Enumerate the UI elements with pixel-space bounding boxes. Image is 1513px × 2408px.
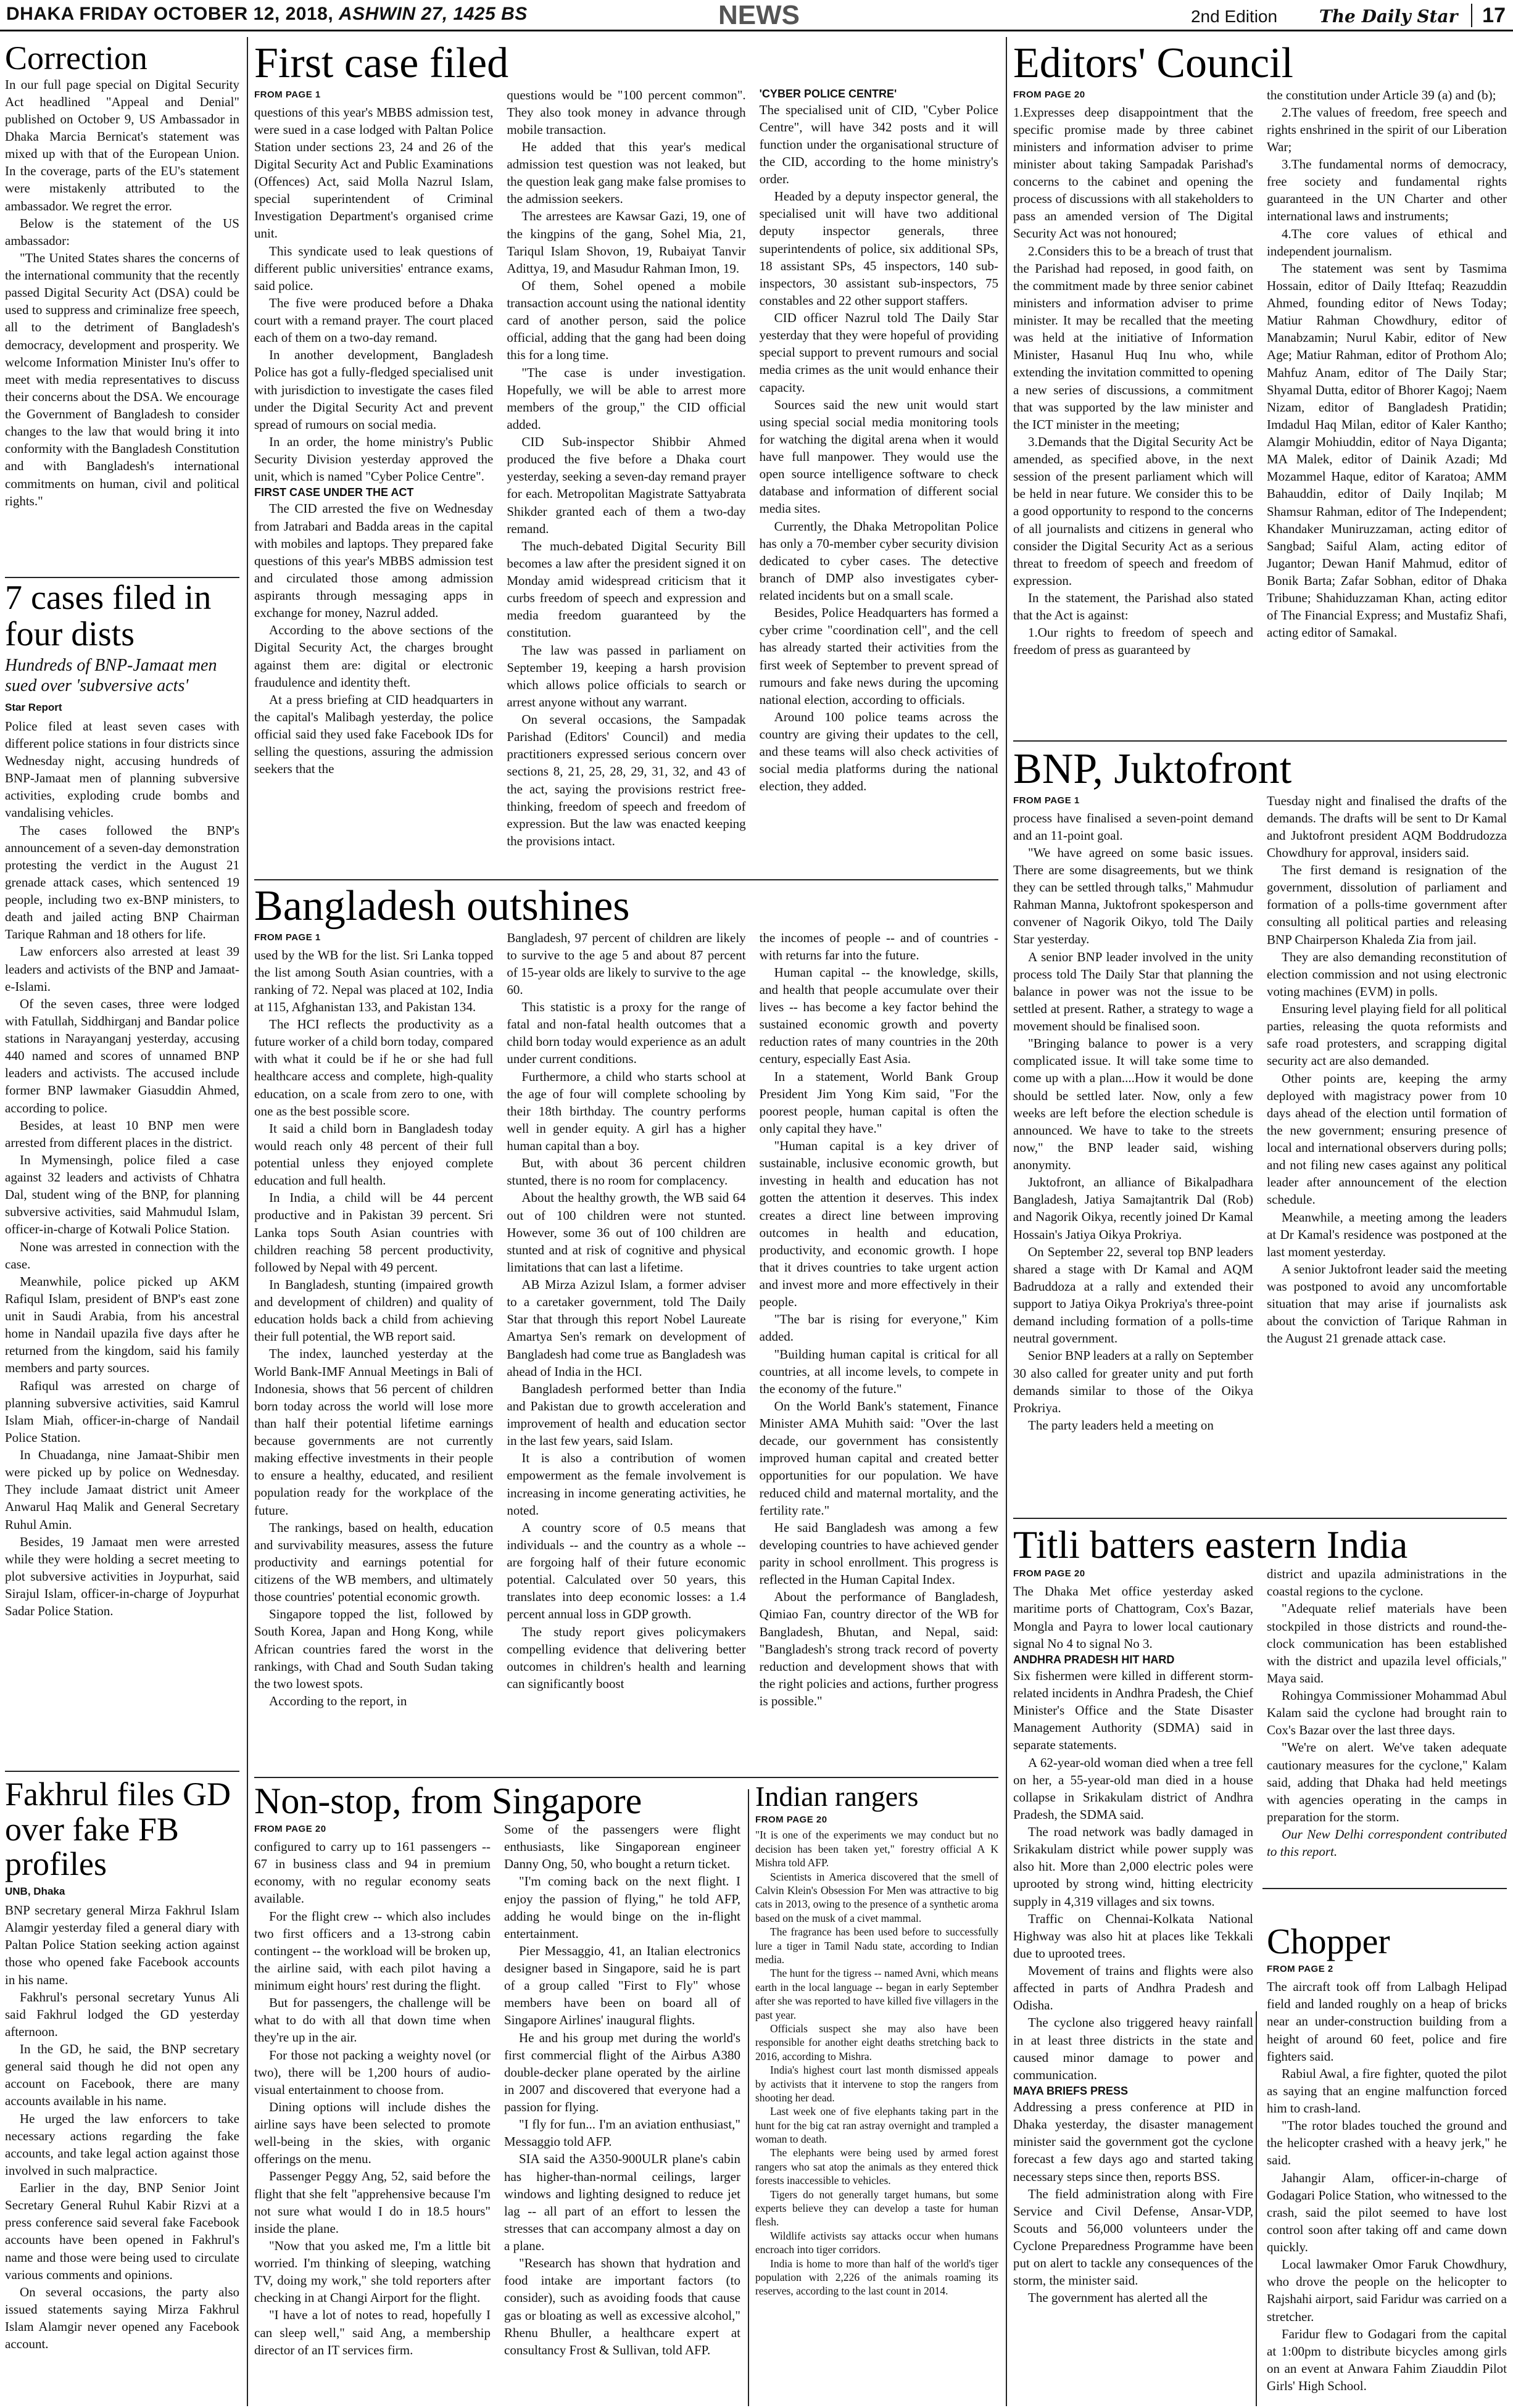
paragraph: The much-debated Digital Security Bill becomes a law after the president signed it on Monday amid widespread criticism that it curbs freedom of speech and expression and media freedom guaranteed by the constitution.: [507, 538, 746, 640]
paragraph: Scientists in America discovered that the smell of Calvin Klein's Obsession For Men was attractive to big cats in 2013, owing to the presence of a synthetic aroma based on the musk of a civet mammal.: [755, 1870, 998, 1924]
dateline: [6, 4, 528, 25]
paragraph: At a press briefing at CID headquarters in the capital's Malibagh yesterday, the police official said they used fake Facebook IDs for selling the questions, assuring the admission seekers that the: [254, 692, 494, 777]
paragraph: India's highest court last month dismissed appeals by activists that it intervene to stop the rangers from shooting her dead.: [755, 2064, 998, 2104]
paragraph: On the World Bank's statement, Finance Minister AMA Muhith said: "Over the last decade, our government has consistently improved human capital and created better opportunities for our population. We have reduced child and maternal mortality, and the fertility rate.": [759, 1398, 998, 1518]
paragraph: In the statement, the Parishad also stated that the Act is against:: [1013, 590, 1253, 623]
header-right: [1191, 4, 1506, 28]
jump-label: FROM PAGE 20: [755, 1814, 827, 1826]
contributor-note: Our New Delhi correspondent contributed to this report.: [1267, 1827, 1507, 1860]
bnp-juktofront-article: [1013, 747, 1507, 1512]
paragraph: The cyclone also triggered heavy rainfall in at least three districts in the state and caused minor damage to power and communication.: [1013, 2015, 1253, 2082]
paragraph: "We have agreed on some basic issues. There are some disagreements, but we think they can be settled through talks," Mahmudur Rahman Manna, Juktofront spokesperson and convener of Nagorik Oikyo, told The Daily Star yesterday.: [1013, 845, 1253, 947]
article-headline: Fakhrul files GD over fake FB profiles: [5, 1777, 231, 1883]
jump-label: FROM PAGE 1: [1013, 795, 1080, 806]
first-case-article: [254, 41, 998, 874]
column-rule: [1006, 37, 1007, 2406]
paragraph: CID Sub-inspector Shibbir Ahmed produced the five before a Dhaka court yesterday, seeking a seven-day remand prayer for each. Metropolitan Magistrate Sattyabrata Shikder granted each of them a two-day remand.: [507, 434, 746, 536]
paragraph: Of the seven cases, three were lodged with Fatullah, Siddhirganj and Bandar police stations in Narayanganj yesterday, accusing 440 named and scores of unnamed BNP leaders and activists. The accused include former BNP lawmaker Giasuddin Ahmed, according to police.: [5, 996, 239, 1115]
section-name: NEWS: [703, 0, 815, 31]
paragraph: 4.The core values of ethical and independent journalism.: [1267, 226, 1507, 259]
paragraph: The five were produced before a Dhaka court with a remand prayer. The court placed each of them on a two-day remand.: [254, 295, 494, 345]
paragraph: It said a child born in Bangladesh today would reach only 48 percent of their full potential unless they enjoyed complete education and full health.: [254, 1120, 494, 1188]
paragraph: But, with about 36 percent children stunted, there is no room for complacency.: [507, 1156, 746, 1188]
paragraph: The party leaders held a meeting on: [1028, 1417, 1214, 1433]
subheading: FIRST CASE UNDER THE ACT: [254, 486, 414, 499]
paragraph: 2.Considers this to be a breach of trust that the Parishad had reposed, in good faith, on the commitment made by three senior cabinet ministers and information adviser to prime minister. It may be recalled that the meeting was held at the initiative of Information Minister, Hasanul Huq Inu who, while extending the invitation committed to opening a new series of discussions, a commitment that was supported by the law minister and the ICT minister in the meeting;: [1013, 243, 1253, 432]
singapore-article: [254, 1782, 740, 2405]
article-byline: UNB, Dhaka: [5, 1885, 65, 1898]
paragraph: The cases followed the BNP's announcement of a seven-day demonstration protesting the verdict in the August 21 grenade attack cases, which sentenced 19 people, including two ex-BNP ministers, to death and jailed acting BNP Chairman Tarique Rahman and 18 others for life.: [5, 822, 239, 942]
paragraph: SIA said the A350-900ULR plane's cabin has higher-than-normal ceilings, larger windows and lighting designed to reduce jet lag -- all part of an effort to lessen the stresses that can accompany almost a day on a plane.: [504, 2151, 740, 2253]
subheading: MAYA BRIEFS PRESS: [1013, 2084, 1129, 2097]
paragraph: "The rotor blades touched the ground and the helicopter crashed with a heavy jerk," he said.: [1267, 2118, 1507, 2168]
article-column: [1267, 1565, 1507, 1911]
paragraph: Law enforcers also arrested at least 39 leaders and activists of the BNP and Jamaat-e-Islami.: [5, 944, 239, 994]
paragraph: On several occasions, the party also issued statements saying Mirza Fakhrul Islam Alamgir never opened any Facebook account.: [5, 2284, 239, 2352]
editors-council-article: [1013, 41, 1507, 737]
paragraph: A country score of 0.5 means that individuals -- and the country as a whole -- are forgoing half of their future economic potential. Calculated over 50 years, this translates into deep economic losses: a 1.4 percent annual loss in GDP growth.: [507, 1520, 746, 1622]
paragraph: "We're on alert. We've taken adequate cautionary measures for the cyclone," Kalam said, adding that Dhaka had held meetings with agencies operating in the camps in preparation for the storm.: [1267, 1740, 1507, 1824]
paragraph: CID officer Nazrul told The Daily Star yesterday that they were hopeful of providing special support to prevent rumours and social media crimes as the unit would enhance their capacity.: [759, 310, 998, 395]
paragraph: "The case is under investigation. Hopefully, we will be able to arrest more members of the group," the CID official added.: [507, 365, 746, 432]
paragraph: In a statement, World Bank Group President Jim Yong Kim said, "For the poorest people, human capital is often the only capital they have.": [759, 1069, 998, 1136]
paragraph: "Human capital is a key driver of sustainable, inclusive economic growth, but investing in health and education has not gotten the attention it deserves. This index creates a direct line between improving outcomes in health and education, productivity, and economic growth. I hope that it drives countries to take urgent action and invest more and more effectively in their people.: [759, 1138, 998, 1310]
paragraph: The index, launched yesterday at the World Bank-IMF Annual Meetings in Bali of Indonesia, shows that 56 percent of children born today across the world will lose more than half their potential lifetime earnings because governments are not currently making effective investments in their people to ensure a healthy, educated, and resilient population ready for the workplace of the future.: [254, 1346, 494, 1518]
paragraph: questions of this year's MBBS admission test, were sued in a case lodged with Paltan Police Station under sections 23, 24 and 26 of the Digital Security Act and Public Examinations (Offences) Act, said Molla Nazrul Islam, special superintendent of Criminal Investigation Department's organised crime unit.: [254, 104, 494, 241]
paragraph: Besides, Police Headquarters has formed a cyber crime "coordination cell", and the cell has already started their activities from the first week of September to prevent spread of rumours and fake news during the upcoming national election, according to officials.: [759, 605, 998, 707]
paragraph: Faridur flew to Godagari from the capital at 1:00pm to distribute bicycles among girls on an event at Anwara Fahim Ziauddin Pilot Girls' High School.: [1267, 2326, 1507, 2394]
page-number: 17: [1471, 4, 1506, 27]
paragraph: They are also demanding reconstitution of election commission and not using electronic voting machines (EVM) in polls.: [1267, 949, 1507, 999]
paragraph: Headed by a deputy inspector general, the specialised unit will have two additional deputy inspector generals, three superintendents of police, six additional SPs, 18 assistant SPs, 45 inspectors, 140 sub-inspectors, 30 assistant sub-inspectors, 75 constables and 22 other support staffers.: [759, 189, 998, 308]
article-column: [760, 929, 998, 1762]
paragraph: He said Bangladesh was among a few developing countries to have achieved gender parity in school enrollment. This progress is reflected in the Human Capital Index.: [759, 1520, 998, 1587]
paragraph: Ensuring level playing field for all political parties, releasing the quota reformists and safe road protesters, and scrapping digital security act are also demanded.: [1267, 1001, 1507, 1069]
paragraph: A 62-year-old woman died when a tree fell on her, a 55-year-old man died in a house collapse in Srikakulam district of Andhra Pradesh, the SDMA said.: [1013, 1755, 1253, 1822]
article-columns: [1013, 1565, 1507, 2395]
paragraph: 3.The fundamental norms of democracy, free society and fundamental rights guaranteed in the UN Charter and other international laws and instruments;: [1267, 157, 1507, 224]
subheading: ANDHRA PRADESH HIT HARD: [1013, 1653, 1175, 1666]
seven-cases-article: [5, 580, 239, 1768]
fakhrul-article: [5, 1777, 239, 2403]
paragraph: The law was passed in parliament on September 19, keeping a harsh provision which allows police officials to search or arrest anyone without any warrant.: [507, 642, 746, 710]
article-columns: [1013, 86, 1507, 728]
paragraph: process have finalised a seven-point demand and an 11-point goal.: [1013, 810, 1253, 843]
paragraph: 1.Expresses deep disappointment that the specific promise made by three cabinet ministers and information adviser to prime minister about taking Sampadak Parishad's concerns to the cabinet and opening the process of discussions with all stakeholders to pass an amended version of The Digital Security Act was not honoured;: [1013, 104, 1253, 241]
section-rule: [1013, 1518, 1507, 1519]
article-columns: [1013, 792, 1507, 1502]
paragraph: In another development, Bangladesh Police has got a fully-fledged specialised unit with jurisdiction to investigate the cases filed under the Digital Security Act and prevent spread of rumours on social media.: [254, 347, 494, 432]
article-headline: Non-stop, from Singapore: [254, 1782, 642, 1821]
paragraph: "I have a lot of notes to read, hopefully I can sleep well," said Ang, a membership director of an IT services firm.: [254, 2307, 491, 2357]
paragraph: The hunt for the tigress -- named Avni, which means earth in the local language -- began in early September after she was reported to have killed five villagers in the past year.: [755, 1967, 998, 2021]
paragraph: "I fly for fun... I'm an aviation enthusiast," Messaggio told AFP.: [504, 2117, 740, 2149]
article-body: [5, 718, 239, 1620]
paragraph: For the flight crew -- which also includes two first officers and a 13-strong cabin contingent -- the workload will be broken up, the airline said, with each pilot having a minimum eight hours' rest during the flight.: [254, 1908, 491, 1993]
paragraph: The aircraft took off from Lalbagh Helipad field and landed roughly on a heap of bricks near an under-construction building from a height of around 60 feet, police and fire fighters said.: [1267, 1979, 1507, 2064]
paragraph: Below is the statement of the US ambassador:: [5, 215, 239, 248]
section-rule: [5, 577, 239, 578]
paragraph: "Adequate relief materials have been stockpiled in those districts and round-the-clock communication has been established with the district and upazila level officials," Maya said.: [1267, 1601, 1507, 1686]
paragraph: Besides, 19 Jamaat men were arrested while they were holding a secret meeting to plot subversive activities in Joypurhat, said Sirajul Islam, officer-in-charge of Joypurhat Sadar Police Station.: [5, 1534, 239, 1619]
article-body: [5, 76, 239, 510]
paragraph: The field administration along with Fire Service and Civil Defense, Ansar-VDP, Scouts and 56,000 volunteers under the Cyclone Preparedness Programme have been put on alert to tackle any consequences of the storm, the minister said.: [1013, 2186, 1253, 2288]
article-column: [1267, 792, 1507, 1502]
paragraph: Six fishermen were killed in different storm-related incidents in Andhra Pradesh, the Chief Minister's Office and the State Disaster Management Authority (SDMA) said in separate statements.: [1013, 1668, 1253, 1753]
edition-label: 2nd Edition: [1190, 7, 1278, 26]
paragraph: "Research has shown that hydration and food intake are important factors (to consider), such as avoiding foods that cause gas or bloating as well as excessive alcohol," Rhenu Bhuller, a healthcare expert at consultancy Frost & Sullivan, told AFP.: [504, 2256, 740, 2357]
paragraph: This syndicate used to leak questions of different public universities' entrance exams, said police.: [254, 243, 494, 293]
paragraph: It is also a contribution of women empowerment as the female involvement is increasing in income generating activities, he noted.: [507, 1450, 746, 1518]
article-column: [507, 929, 745, 1762]
paragraph: district and upazila administrations in the coastal regions to the cyclone.: [1267, 1566, 1507, 1599]
paragraph: Other points are, keeping the army deployed with magistracy power from 10 days ahead of the election until formation of the new government; ensuring presence of local and international observers during polls; and not filing new cases against any political leader after announcement of the election schedule.: [1267, 1070, 1507, 1207]
article-column: [504, 1821, 740, 2394]
paragraph: Meanwhile, police picked up AKM Rafiqul Islam, president of BNP's east zone unit in Saudi Arabia, from his ancestral home in Nandail upazila five days after he returned from the kingdom, said his family members and party sources.: [5, 1273, 239, 1376]
paragraph: 2.The values of freedom, free speech and rights enshrined in the spirit of our Liberation War;: [1267, 104, 1507, 154]
paragraph: Juktofront, an alliance of Bikalpadhara Bangladesh, Jatiya Samajtantrik Dal (Rob) and Nagorik Oikya, recently joined Dr Kamal Hossain's Jatiya Oikya Prokriya.: [1013, 1175, 1253, 1242]
paragraph: India is home to more than half of the world's tiger population with 2,226 of the animals roaming its reserves, according to the last count in 2014.: [755, 2257, 998, 2298]
article-column: [1267, 86, 1507, 728]
paragraph: According to the above sections of the Digital Security Act, the charges brought against them are: digital or electronic fraudulence and identity theft.: [254, 623, 494, 690]
section-rule: [5, 1771, 239, 1772]
jump-label: FROM PAGE 20: [1013, 89, 1085, 100]
paragraph: the constitution under Article 39 (a) and (b);: [1267, 87, 1496, 102]
paragraph: "Bringing balance to power is a very complicated issue. It will take some time to come up with a plan....How it would be done should be settled later. Now, only a few weeks are left before the election schedule is announced. We have to take to the streets now," the BNP leader said, wishing anonymity.: [1013, 1036, 1253, 1173]
jump-label: FROM PAGE 2: [1267, 1964, 1333, 1975]
paragraph: configured to carry up to 161 passengers -- 67 in business class and 94 in premium economy, with no regular economy seats available.: [254, 1839, 491, 1906]
paragraph: But for passengers, the challenge will be what to do with all that down time when they're up in the air.: [254, 1995, 491, 2045]
paragraph: Some of the passengers were flight enthusiasts, like Singaporean engineer Danny Ong, 50, who bought a return ticket.: [504, 1822, 740, 1872]
paragraph: Traffic on Chennai-Kolkata National Highway was also hit at places like Tekkali due to uprooted trees.: [1013, 1911, 1253, 1961]
paragraph: The Dhaka Met office yesterday asked maritime ports of Chattogram, Cox's Bazar, Mongla and Payra to lower local cautionary signal No 4 to signal No 3.: [1013, 1584, 1253, 1651]
paragraph: Last week one of five elephants taking part in the hunt for the big cat ran astray overnight and trampled a woman to death.: [755, 2105, 998, 2146]
paragraph: Senior BNP leaders at a rally on September 30 also called for greater unity and put forth demands similar to those of the Oikya Prokriya.: [1013, 1348, 1253, 1415]
paragraph: A senior BNP leader involved in the unity process told The Daily Star that planning the balance in power was not the issue to be settled at present. Rather, a strategy to wage a movement should be finalised soon.: [1013, 949, 1253, 1034]
paragraph: Furthermore, a child who starts school at the age of four will complete schooling by their 18th birthday. The country performs well in gender equity. A girl has a higher human capital than a boy.: [507, 1069, 746, 1153]
indian-rangers-article: [755, 1782, 998, 2405]
paragraph: Around 100 police teams across the country are giving their updates to the cell, and these teams will also check activities of social media platforms during the national election, they added.: [759, 709, 998, 794]
paragraph: In Mymensingh, police filed a case against 32 leaders and activists of Chhatra Dal, student wing of the BNP, for planning subversive activities, said Mahmudul Islam, officer-in-charge of Kotwali Police Station.: [5, 1152, 239, 1237]
paragraph: "Now that you asked me, I'm a little bit worried. I'm thinking of sleeping, watching TV, doing my work," she told reporters after checking in at Changi Airport for the flight.: [254, 2238, 491, 2306]
paragraph: He urged the law enforcers to take necessary actions regarding the fake accounts, and take legal action against those involved in such malpractice.: [5, 2111, 239, 2178]
article-headline: BNP, Juktofront: [1013, 747, 1292, 793]
paragraph: On several occasions, the Sampadak Parishad (Editors' Council) and media practitioners expressed serious concern over sections 8, 21, 25, 28, 29, 31, 32, and 43 of the act, saying the provisions restrict free-thinking, freedom of speech and freedom of expression. But the law was enacted keeping the provisions intact.: [507, 712, 746, 848]
jump-label: FROM PAGE 1: [254, 932, 321, 943]
paragraph: Singapore topped the list, followed by South Korea, Japan and Hong Kong, while African countries fared the worst in the rankings, with Chad and South Sudan taking the two lowest spots.: [254, 1607, 494, 1691]
paragraph: Fakhrul's personal secretary Yunus Ali said Fakhrul lodged the GD yesterday afternoon.: [5, 1989, 239, 2039]
paragraph: In the GD, he said, the BNP secretary general said though he did not open any account on Facebook, there are many accounts available in his name.: [5, 2042, 239, 2109]
section-rule: [254, 879, 998, 880]
paragraph: The fragrance has been used before to successfully lure a tiger in Tamil Nadu state, according to Indian media.: [755, 1926, 998, 1966]
paragraph: Jahangir Alam, officer-in-charge of Godagari Police Station, who witnessed to the crash, said the pilot seemed to have lost control soon after taking off and came down quickly.: [1267, 2170, 1507, 2255]
article-column: [507, 86, 745, 864]
paragraph: questions would be "100 percent common". They also took money in advance through mobile transaction.: [507, 87, 746, 137]
section-rule: [254, 1777, 998, 1778]
paragraph: The CID arrested the five on Wednesday from Jatrabari and Badda areas in the capital with mobiles and laptops. They prepared fake questions of this year's MBBS admission test and circulated those among admission aspirants through messaging apps in exchange for money, Nazrul added.: [254, 501, 494, 621]
article-headline: Chopper: [1267, 1921, 1390, 1962]
page-header: [0, 0, 1513, 31]
section-rule: [1013, 740, 1507, 742]
paragraph: The government has alerted all the: [1028, 2290, 1208, 2306]
titli-article: [1013, 1524, 1507, 2403]
paragraph: Movement of trains and flights were also affected in parts of Andhra Pradesh and Odisha.: [1013, 1963, 1253, 2013]
subheading: 'CYBER POLICE CENTRE': [759, 87, 897, 100]
paragraph: The study report gives policymakers compelling evidence that delivering better outcomes in children's health and learning can significantly boost: [507, 1624, 746, 1691]
paragraph: "Building human capital is critical for all countries, at all income levels, to compete in the economy of the future.": [759, 1346, 998, 1396]
paragraph: The statement was sent by Tasmima Hossain, editor of Daily Ittefaq; Reazuddin Ahmed, founding editor of News Today; Matiur Rahman Chowdhury, editor of Manabzamin; Nurul Kabir, editor of New Age; Matiur Rahman, editor of Prothom Alo; Mahfuz Anam, editor of The Daily Star; Shyamal Dutta, editor of Bhorer Kagoj; Naem Nizam, editor of Bangladesh Pratidin; Imdadul Haq Milan, editor of Kaler Kantho; Alamgir Mohiuddin, editor of Naya Diganta; MA Malek, editor of Dainik Azadi; Md Mozammel Haque, editor of Karatoa; AMM Bahauddin, editor of Daily Inqilab; M Shamsur Rahman, editor of The Independent; Khandaker Muniruzzaman, acting editor of Sangbad; Saiful Alam, acting editor of Jugantor; Dewan Hanif Mahmud, editor of Bonik Barta; Zafar Sobhan, editor of Dhaka Tribune; Shahiduzzaman Khan, acting editor of The Financial Express; and Mustafiz Shafi, acting editor of Samakal.: [1267, 260, 1507, 640]
correction-article: [5, 41, 239, 574]
article-body: [5, 1901, 239, 2352]
article-dek: Hundreds of BNP-Jamaat men sued over 'subversive acts': [5, 655, 217, 696]
article-headline: First case filed: [254, 41, 509, 87]
paragraph: Pier Messaggio, 41, an Italian electronics designer based in Singapore, said he is part of a group called "First to Fly" whose members have been on board all of Singapore Airlines' inaugural flights.: [504, 1943, 740, 2028]
paragraph: In India, a child will be 44 percent productive and in Pakistan 39 percent. Sri Lanka tops South Asian countries with children reaching 58 percent productivity, followed by Nepal with 49 percent.: [254, 1190, 494, 1275]
paragraph: BNP secretary general Mirza Fakhrul Islam Alamgir yesterday filed a general diary with Paltan Police Station seeking action against those who opened fake Facebook accounts in his name.: [5, 1903, 239, 1987]
dateline-text: DHAKA FRIDAY OCTOBER 12, 2018,: [6, 4, 334, 24]
paragraph: This statistic is a proxy for the range of fatal and non-fatal health outcomes that a child born today would experience as an adult under current conditions.: [507, 999, 746, 1067]
paragraph: used by the WB for the list. Sri Lanka topped the list among South Asian countries, with a ranking of 72. Nepal was placed at 102, India at 115, Afghanistan 133, and Pakistan 134.: [254, 947, 494, 1014]
article-headline: Indian rangers: [755, 1782, 919, 1812]
paragraph: The specialised unit of CID, "Cyber Police Centre", will have 342 posts and it will function under the organisational structure of the CID, according to the home ministry's order.: [759, 102, 998, 187]
paragraph: The HCI reflects the productivity as a future worker of a child born today, compared with what it could be if he or she had full healthcare access and complete, high-quality education, on a scale from zero to one, with one as the best possible score.: [254, 1017, 494, 1119]
paragraph: According to the report, in: [269, 1693, 407, 1708]
article-column-right: [1267, 1565, 1507, 2395]
paragraph: 1.Our rights to freedom of speech and freedom of press as guaranteed by: [1013, 625, 1253, 658]
paragraph: The elephants were being used by armed forest rangers who sat atop the animals as they entered thick forests inaccessible to vehicles.: [755, 2146, 998, 2187]
paragraph: the incomes of people -- and of countries - with returns far into the future.: [759, 930, 998, 962]
paragraph: He and his group met during the world's first commercial flight of the Airbus A380 double-decker plane operated by the airline in 2007 and discovered that everyone had a passion for flying.: [504, 2030, 740, 2114]
article-body: [1267, 1963, 1507, 2394]
paragraph: AB Mirza Azizul Islam, a former adviser to a caretaker government, told The Daily Star that through this report Nobel Laureate Amartya Sen's remark on development of Bangladesh had come true as Bangladesh was ahead of India in the HCI.: [507, 1277, 746, 1379]
paragraph: Local lawmaker Omor Faruk Chowdhury, who drove the people on the helicopter to Rajshahi airport, said Faridur was carried on a stretcher.: [1267, 2257, 1507, 2324]
jump-label: FROM PAGE 20: [254, 1824, 326, 1834]
paragraph: Of them, Sohel opened a mobile transaction account using the national identity card of another person, said the police official, adding that the gang had been doing this for a long time.: [507, 278, 746, 363]
paragraph: Dining options will include dishes the airline says have been selected to promote well-being in the skies, with organic offerings on the menu.: [254, 2099, 491, 2167]
paragraph: Tuesday night and finalised the drafts of the demands. The drafts will be sent to Dr Kamal and Juktofront president AQM Boddrudozza Chowdhury for approval, insiders said.: [1267, 793, 1507, 860]
article-column: [1013, 1565, 1253, 2395]
paragraph: Besides, at least 10 BNP men were arrested from different places in the district.: [5, 1117, 239, 1150]
paragraph: In Chuadanga, nine Jamaat-Shibir men were picked up by police on Wednesday. They include Jamaat district unit Ameer Anwarul Haq Malik and General Secretary Ruhul Amin.: [5, 1447, 239, 1532]
paragraph: "The bar is rising for everyone," Kim added.: [759, 1312, 998, 1344]
article-columns: [254, 929, 998, 1762]
column-rule: [748, 1789, 749, 2406]
paragraph: On September 22, several top BNP leaders shared a stage with Dr Kamal and AQM Badruddoza at a rally and extended their support to Jatiya Oikya Prokriya's three-point demand including formation of a polls-time neutral government.: [1013, 1244, 1253, 1346]
paragraph: Passenger Peggy Ang, 52, said before the flight that she felt "apprehensive because I'm not sure what would I do in 18.5 hours" inside the plane.: [254, 2169, 491, 2236]
article-column: [254, 86, 493, 864]
paragraph: In Bangladesh, stunting (impaired growth and development of children) and quality of education holds back a child from achieving their full potential, the WB report said.: [254, 1276, 494, 1344]
paragraph: Rohingya Commissioner Mohammad Abul Kalam said the cyclone had brought rain to Cox's Bazar over the last three days.: [1267, 1688, 1507, 1738]
article-byline: Star Report: [5, 701, 62, 713]
article-column: [760, 86, 998, 864]
article-headline: 7 cases filed in four dists: [5, 580, 212, 653]
article-column: [1013, 86, 1253, 728]
paragraph: Rafiqul was arrested on charge of planning subversive activities, said Kamrul Islam Miah, officer-in-charge of Nandail Police Station.: [5, 1378, 239, 1445]
article-headline: Titli batters eastern India: [1013, 1524, 1408, 1566]
paragraph: "The United States shares the concerns of the international community that the recently passed Digital Security Act (DSA) could be used to suppress and criminalize free speech, all to the detriment of Bangladesh's democracy, development and prosperity. We welcome Information Minister Inu's offer to meet with media representatives to discuss their concerns about the DSA. We encourage the Government of Bangladesh to consider changes to the law that would bring it into conformity with the Bangladesh Constitution and with Bangladesh's international commitments on human, civil and political rights.": [5, 250, 239, 508]
paragraph: Officials suspect she may also have been responsible for another eight deaths stretching back to 2016, according to Mishra.: [755, 2022, 998, 2063]
article-column: [1013, 792, 1253, 1502]
paragraph: The rankings, based on health, education and survivability measures, assess the future productivity and earnings potential for citizens of the WB members, and ultimately those countries' potential economic growth.: [254, 1520, 494, 1605]
jump-label: FROM PAGE 20: [1013, 1568, 1085, 1579]
paragraph: 3.Demands that the Digital Security Act be amended, as specified above, in the next session of the present parliament which will be held in near future. We consider this to be a good opportunity to respond to the concerns of all journalists and citizens in general who consider the Digital Security Act as a serious threat to freedom of speech and freedom of expression.: [1013, 434, 1253, 588]
paragraph: Human capital -- the knowledge, skills, and health that people accumulate over their lives -- has become a key factor behind the sustained economic growth and poverty reduction rates of many countries in the 20th century, especially East Asia.: [759, 964, 998, 1067]
paragraph: Sources said the new unit would start using special social media monitoring tools for watching the digital arena when it would have full manpower. They would use the open source intelligence software to check database and information of different social media sites.: [759, 397, 998, 516]
article-body: [755, 1814, 998, 2298]
article-columns: [254, 1821, 740, 2394]
article-headline: Correction: [5, 41, 147, 77]
paragraph: Meanwhile, a meeting among the leaders at Dr Kamal's residence was postponed at the last moment yesterday.: [1267, 1209, 1507, 1259]
paragraph: Rabiul Awal, a fire fighter, quoted the pilot as saying that an engine malfunction forced him to crash-land.: [1267, 2066, 1507, 2116]
paragraph: A senior Juktofront leader said the meeting was postponed to avoid any uncomfortable situation that may arise if journalists ask about the conviction of Tarique Rahman in the August 21 grenade attack case.: [1267, 1261, 1507, 1346]
paragraph: Bangladesh, 97 percent of children are likely to survive to the age 5 and about 87 percent of 15-year olds are likely to survive to the age 60.: [507, 930, 746, 997]
paragraph: In our full page special on Digital Security Act headlined "Appeal and Denial" published on October 9, US Ambassador in Dhaka Marcia Bernicat's statement was mixed up with that of the European Union. In the coverage, parts of the EU's statement were mistakenly attributed to the ambassador. We regret the error.: [5, 77, 239, 213]
article-column: [254, 1821, 491, 2394]
paragraph: None was arrested in connection with the case.: [5, 1239, 239, 1272]
paragraph: "I'm coming back on the next flight. I enjoy the passion of flying," he told AFP, adding he would binge on the in-flight entertainment.: [504, 1874, 740, 1941]
chopper-article: [1267, 1923, 1507, 2394]
paragraph: About the performance of Bangladesh, Qimiao Fan, country director of the WB for Bangladesh, Bhutan, and Nepal, said: "Bangladesh's strong track record of poverty reduction and development shows that with the right policies and actions, further progress is possible.": [759, 1589, 998, 1708]
article-headline: Bangladesh outshines: [254, 883, 630, 930]
paragraph: The road network was badly damaged in Srikakulam district while power supply was also hit. More than 2,000 electric poles were uprooted by strong wind, hitting electricity supply in 4,319 villages and six towns.: [1013, 1824, 1253, 1909]
paragraph: The arrestees are Kawsar Gazi, 19, one of the kingpins of the gang, Sohel Mia, 21, Tariqul Islam Shovon, 19, Rubaiyat Tanvir Adittya, 19, and Masudur Rahman Imon, 19.: [507, 209, 746, 276]
paragraph: Currently, the Dhaka Metropolitan Police has only a 70-member cyber security division dedicated to cyber cases. The detective branch of DMP also investigates cyber-related incidents but on a small scale.: [759, 518, 998, 603]
paragraph: The first demand is resignation of the government, dissolution of parliament and formation of a polls-time government after consulting all political parties and releasing BNP Chairperson Khaleda Zia from jail.: [1267, 863, 1507, 947]
paragraph: For those not packing a weighty novel (or two), there will be 1,200 hours of audio-visual entertainment to choose from.: [254, 2047, 491, 2097]
paragraph: About the healthy growth, the WB said 64 out of 100 children were not stunted. However, some 36 out of 100 children are stunted and at risk of cognitive and physical limitations that can last a lifetime.: [507, 1190, 746, 1275]
paragraph: In an order, the home ministry's Public Security Division yesterday approved the unit, which is named "Cyber Police Centre".: [254, 434, 494, 484]
paragraph: Police filed at least seven cases with different police stations in four districts since Wednesday night, accusing hundreds of BNP-Jamaat men of planning subversive activities, exploding crude bombs and vandalising vehicles.: [5, 718, 239, 821]
bangla-date: ASHWIN 27, 1425 BS: [339, 4, 528, 24]
paragraph: Tigers do not generally target humans, but some experts believe they can develop a taste for human flesh.: [755, 2188, 998, 2228]
paragraph: Earlier in the day, BNP Senior Joint Secretary General Ruhul Kabir Rizvi at a press conference said several fake Facebook accounts have been opened in Fakhrul's name and those were being used to circulate various comments and opinions.: [5, 2180, 239, 2282]
paragraph: "It is one of the experiments we may conduct but no decision has been taken yet," forestry official A K Mishra told AFP.: [755, 1829, 998, 1869]
article-headline: Editors' Council: [1013, 41, 1293, 87]
article-columns: [254, 86, 998, 864]
newspaper-logo: The Daily Star: [1319, 6, 1458, 27]
column-rule: [247, 37, 248, 2406]
paragraph: Bangladesh performed better than India and Pakistan due to growth acceleration and improvement of health and education sector in the last few years, said Islam.: [507, 1381, 746, 1449]
article-column: [254, 929, 493, 1762]
jump-label: FROM PAGE 1: [254, 89, 321, 100]
paragraph: Wildlife activists say attacks occur when humans encroach into tiger corridors.: [755, 2229, 998, 2256]
paragraph: He added that this year's medical admission test question was not leaked, but the question leak gang make false promises to the admission seekers.: [507, 139, 746, 207]
bangladesh-outshines-article: [254, 883, 998, 1772]
paragraph: Addressing a press conference at PID in Dhaka yesterday, the disaster management minister said the government got the cyclone forecast a few days ago and started taking necessary steps since then, reports BSS.: [1013, 2100, 1253, 2184]
